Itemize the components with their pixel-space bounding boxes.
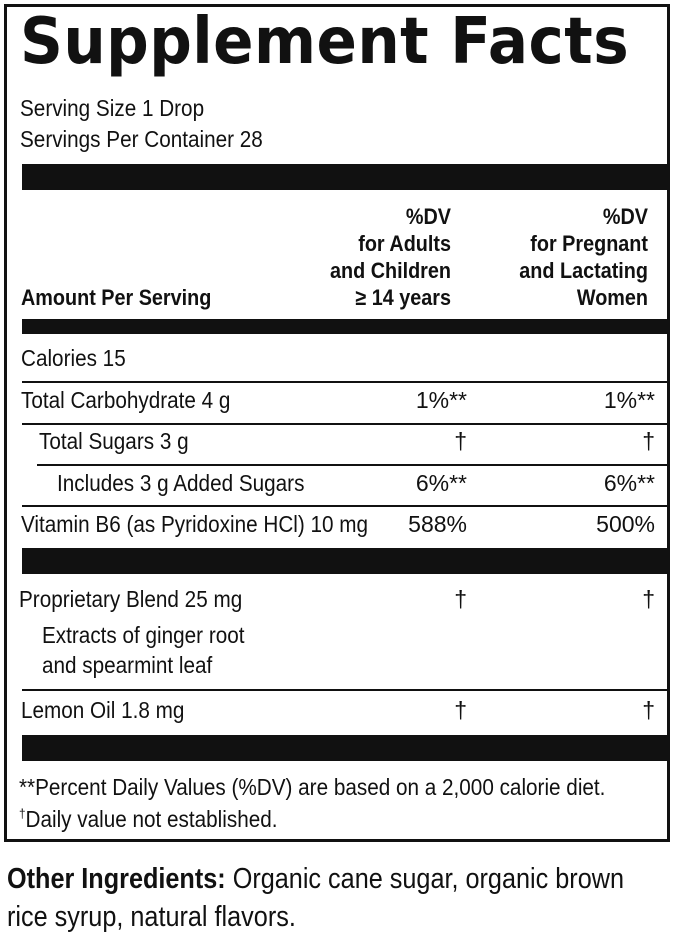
other-ingredients [7, 860, 646, 936]
row-vitamin-b6: Vitamin B6 (as Pyridoxine HCl) 10 mg [21, 511, 369, 537]
dv-header-adults-line: for Adults [358, 231, 451, 256]
row-divider [37, 464, 668, 466]
amount-per-serving-label: Amount Per Serving [21, 285, 212, 310]
row-lemon-oil-dv1: † [454, 697, 467, 723]
row-vitamin-b6-dv2: 500% [596, 511, 655, 537]
serving-size: Serving Size 1 Drop [20, 95, 205, 121]
row-total-sugars-dv1: † [454, 428, 467, 454]
row-added-sugars-dv2: 6%** [603, 470, 655, 496]
supplement-facts-panel [4, 4, 670, 842]
dv-header-pregnant-line: Women [576, 285, 648, 310]
thick-divider-header [22, 319, 668, 334]
dv-header-adults-line: and Children [329, 258, 451, 283]
other-ingredients-text: Organic cane sugar, organic brown rice syrup, natural flavors. [7, 863, 624, 933]
blend-detail-line: Extracts of ginger root [42, 622, 245, 648]
row-total-carbohydrate-dv2: 1%** [603, 387, 655, 413]
servings-per-container: Servings Per Container 28 [20, 126, 263, 152]
blend-detail-line: and spearmint leaf [42, 652, 213, 678]
thick-divider-middle [22, 548, 668, 574]
dagger-footnote [19, 806, 278, 833]
row-vitamin-b6-dv1: 588% [408, 511, 467, 537]
row-total-sugars: Total Sugars 3 g [39, 428, 189, 454]
row-proprietary-blend: Proprietary Blend 25 mg [19, 586, 243, 612]
row-lemon-oil-dv2: † [642, 697, 655, 723]
row-proprietary-blend-dv1: † [454, 586, 467, 612]
thick-divider-bottom [22, 735, 668, 761]
thick-divider-top [22, 164, 668, 190]
percent-dv-footnote: **Percent Daily Values (%DV) are based on a 2,000 calorie diet. [19, 774, 606, 800]
row-added-sugars-dv1: 6%** [415, 470, 467, 496]
row-divider [22, 505, 668, 507]
dv-header-adults [307, 203, 451, 311]
dagger-footnote-text: Daily value not established. [25, 806, 278, 832]
row-total-carbohydrate-dv1: 1%** [415, 387, 467, 413]
row-added-sugars: Includes 3 g Added Sugars [57, 470, 305, 496]
row-divider [22, 689, 668, 691]
row-divider [22, 381, 668, 383]
row-proprietary-blend-dv2: † [642, 586, 655, 612]
dagger-mark: † [19, 806, 26, 821]
panel-title: Supplement Facts [20, 5, 630, 79]
dv-header-pregnant-line: for Pregnant [530, 231, 648, 256]
row-lemon-oil: Lemon Oil 1.8 mg [21, 697, 185, 723]
other-ingredients-label: Other Ingredients: [7, 863, 226, 895]
row-calories: Calories 15 [21, 345, 126, 371]
row-total-sugars-dv2: † [642, 428, 655, 454]
dv-header-pregnant [486, 203, 648, 311]
row-total-carbohydrate: Total Carbohydrate 4 g [21, 387, 231, 413]
dv-header-pregnant-line: and Lactating [519, 258, 648, 283]
dv-header-pregnant-line: %DV [602, 204, 648, 229]
row-divider [22, 423, 668, 425]
dv-header-adults-line: %DV [405, 204, 451, 229]
dv-header-adults-line: ≥ 14 years [355, 285, 451, 310]
